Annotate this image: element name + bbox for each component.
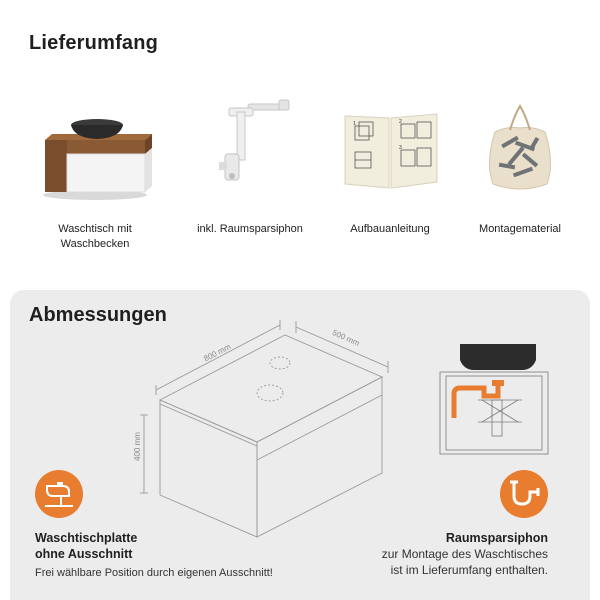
siphon-feature-line2: ist im Lieferumfang enthalten. (390, 563, 548, 577)
manual-image (325, 92, 455, 204)
product-label: Aufbauanleitung (350, 223, 430, 235)
product-vanity (30, 92, 160, 262)
cabinet-dimension-drawing (120, 305, 400, 540)
vanity-with-basin-image (30, 92, 160, 204)
product-mounting-material (455, 92, 585, 262)
countertop-subtitle: Frei wählbare Position durch eigenen Ausschnitt! (35, 567, 273, 579)
siphon-feature-title: Raumsparsiphon (445, 531, 548, 545)
jigsaw-badge (35, 470, 83, 518)
countertop-title-line1: Waschtischplatte (35, 531, 138, 545)
height-dimension-label: 400 mm (133, 432, 142, 461)
siphon-icon (500, 470, 548, 518)
siphon-installation-drawing (432, 340, 552, 460)
delivery-contents (0, 92, 600, 262)
product-manual (325, 92, 455, 262)
depth-dimension-label: 500 mm (330, 327, 361, 348)
svg-text:1: 1 (353, 121, 356, 127)
svg-text:3: 3 (399, 145, 402, 151)
jigsaw-icon (35, 470, 83, 518)
dimensions-title: Abmessungen (29, 304, 167, 326)
product-label: Montagematerial (479, 223, 561, 235)
countertop-feature (35, 530, 273, 579)
siphon-feature-line1: zur Montage des Waschtisches (381, 547, 548, 561)
product-siphon (185, 92, 315, 262)
svg-text:2: 2 (399, 119, 402, 125)
width-dimension-label: 800 mm (202, 342, 233, 364)
siphon-image (185, 92, 315, 204)
countertop-title-line2: ohne Ausschnitt (35, 547, 133, 561)
product-label: inkl. Raumsparsiphon (197, 223, 303, 235)
product-label: Waschtisch mit Waschbecken (58, 223, 132, 250)
siphon-badge (500, 470, 548, 518)
screws-bag-image (455, 92, 585, 204)
siphon-feature (288, 530, 548, 578)
page-title: Lieferumfang (29, 32, 159, 54)
